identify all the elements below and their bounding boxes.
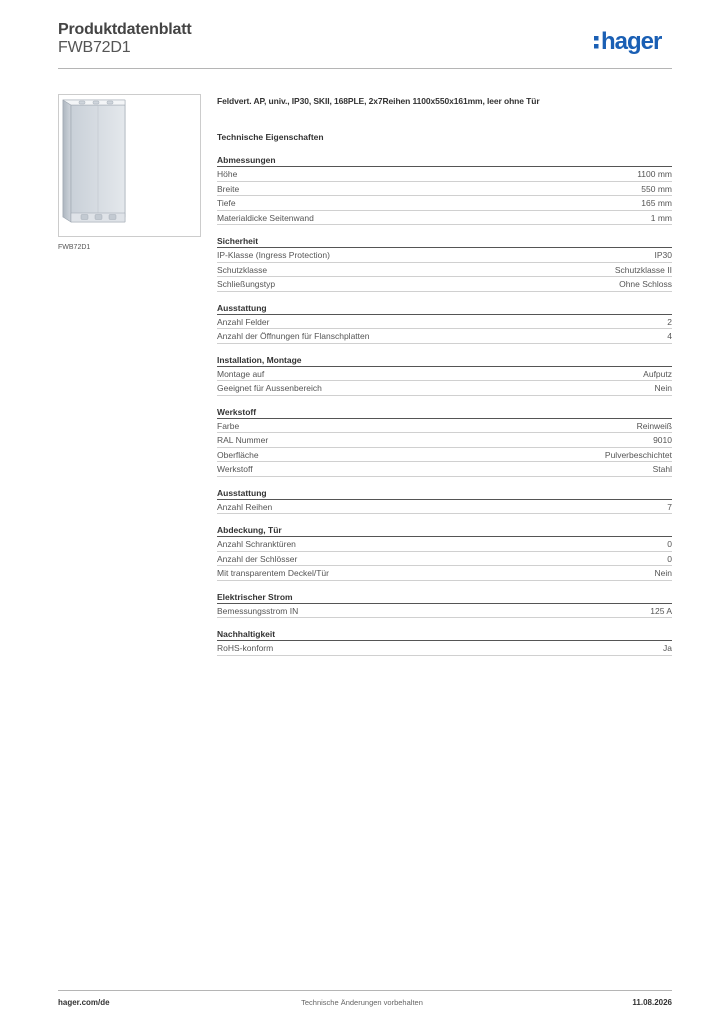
property-label: Anzahl Schranktüren — [217, 539, 296, 549]
section-title: Sicherheit — [217, 234, 672, 248]
property-section — [217, 627, 672, 656]
property-value: Nein — [654, 568, 672, 578]
section-title: Abmessungen — [217, 153, 672, 167]
enclosure-illustration — [59, 95, 200, 236]
property-label: RoHS-konform — [217, 643, 274, 653]
property-value: Nein — [654, 383, 672, 393]
property-section — [217, 590, 672, 619]
property-row — [217, 419, 672, 434]
section-title: Ausstattung — [217, 486, 672, 500]
property-value: 7 — [667, 501, 672, 512]
property-label: Tiefe — [217, 198, 236, 208]
property-value: 1100 mm — [637, 169, 672, 179]
property-row — [217, 500, 672, 515]
property-label: Breite — [217, 183, 240, 194]
property-label: IP-Klasse (Ingress Protection) — [217, 250, 330, 260]
section-title: Elektrischer Strom — [217, 590, 672, 604]
property-label: Schutzklasse — [217, 264, 268, 275]
property-section — [217, 405, 672, 477]
property-value: Stahl — [652, 464, 672, 474]
footer-website: hager.com/de — [58, 998, 110, 1007]
property-value: 125 A — [650, 605, 672, 616]
hager-logo — [593, 27, 677, 57]
property-label: Anzahl der Schlösser — [217, 553, 298, 564]
property-label: Oberfläche — [217, 449, 259, 460]
property-row — [217, 277, 672, 292]
property-label: Schließungstyp — [217, 279, 276, 289]
property-label: Anzahl der Öffnungen für Flanschplatten — [217, 331, 370, 341]
product-description: Feldvert. AP, univ., IP30, SKII, 168PLE, 2x7Reihen 1100x550x161mm, leer ohne Tür — [217, 96, 540, 106]
datasheet-content — [217, 94, 672, 665]
property-label: Bemessungsstrom IN — [217, 605, 299, 616]
property-value: IP30 — [654, 250, 672, 260]
property-row — [217, 196, 672, 211]
footer-date: 11.08.2026 — [632, 998, 672, 1007]
section-title: Installation, Montage — [217, 353, 672, 367]
property-value: Ja — [663, 643, 672, 653]
property-value: Reinweiß — [636, 420, 672, 431]
property-label: Werkstoff — [217, 464, 253, 474]
property-section — [217, 523, 672, 581]
property-value: Pulverbeschichtet — [604, 449, 672, 460]
property-value: Ohne Schloss — [619, 279, 672, 289]
property-value: 9010 — [653, 435, 672, 445]
property-label: Mit transparentem Deckel/Tür — [217, 568, 329, 578]
property-row — [217, 604, 672, 619]
property-value: 4 — [667, 331, 672, 341]
property-value: Schutzklasse II — [614, 264, 672, 275]
property-value: 165 mm — [641, 198, 672, 208]
property-row — [217, 566, 672, 581]
property-value: 1 mm — [650, 212, 672, 223]
property-section — [217, 486, 672, 515]
property-section — [217, 234, 672, 292]
technical-properties-heading: Technische Eigenschaften — [217, 132, 324, 142]
footer-disclaimer: Technische Änderungen vorbehalten — [301, 998, 423, 1007]
section-title: Ausstattung — [217, 301, 672, 315]
property-value: 2 — [667, 316, 672, 327]
property-row — [217, 211, 672, 226]
property-row — [217, 552, 672, 567]
property-row — [217, 248, 672, 263]
property-value: 0 — [667, 553, 672, 564]
property-value: 550 mm — [641, 183, 672, 194]
properties-sections — [217, 153, 672, 656]
property-row — [217, 448, 672, 463]
product-image — [58, 94, 201, 237]
property-row — [217, 367, 672, 382]
property-row — [217, 641, 672, 656]
property-row — [217, 329, 672, 344]
property-row — [217, 537, 672, 552]
property-label: Anzahl Felder — [217, 316, 270, 327]
property-row — [217, 462, 672, 477]
property-section — [217, 301, 672, 344]
property-label: Anzahl Reihen — [217, 501, 273, 512]
property-label: Höhe — [217, 169, 238, 179]
property-row — [217, 315, 672, 330]
property-row — [217, 381, 672, 396]
section-title: Werkstoff — [217, 405, 672, 419]
property-value: 0 — [667, 539, 672, 549]
property-row — [217, 433, 672, 448]
property-label: RAL Nummer — [217, 435, 269, 445]
property-label: Farbe — [217, 420, 240, 431]
section-title: Nachhaltigkeit — [217, 627, 672, 641]
product-code: FWB72D1 — [58, 39, 131, 56]
footer-divider — [58, 990, 672, 991]
property-label: Geeignet für Aussenbereich — [217, 383, 322, 393]
property-row — [217, 182, 672, 197]
property-row — [217, 167, 672, 182]
section-title: Abdeckung, Tür — [217, 523, 672, 537]
property-row — [217, 263, 672, 278]
property-value: Aufputz — [643, 368, 672, 379]
property-section — [217, 153, 672, 225]
property-section — [217, 353, 672, 396]
page-title: Produktdatenblatt — [58, 21, 192, 38]
image-caption: FWB72D1 — [58, 244, 91, 251]
property-label: Materialdicke Seitenwand — [217, 212, 314, 223]
header-divider — [58, 68, 672, 69]
property-label: Montage auf — [217, 368, 265, 379]
svg-text:hager: hager — [601, 28, 662, 55]
